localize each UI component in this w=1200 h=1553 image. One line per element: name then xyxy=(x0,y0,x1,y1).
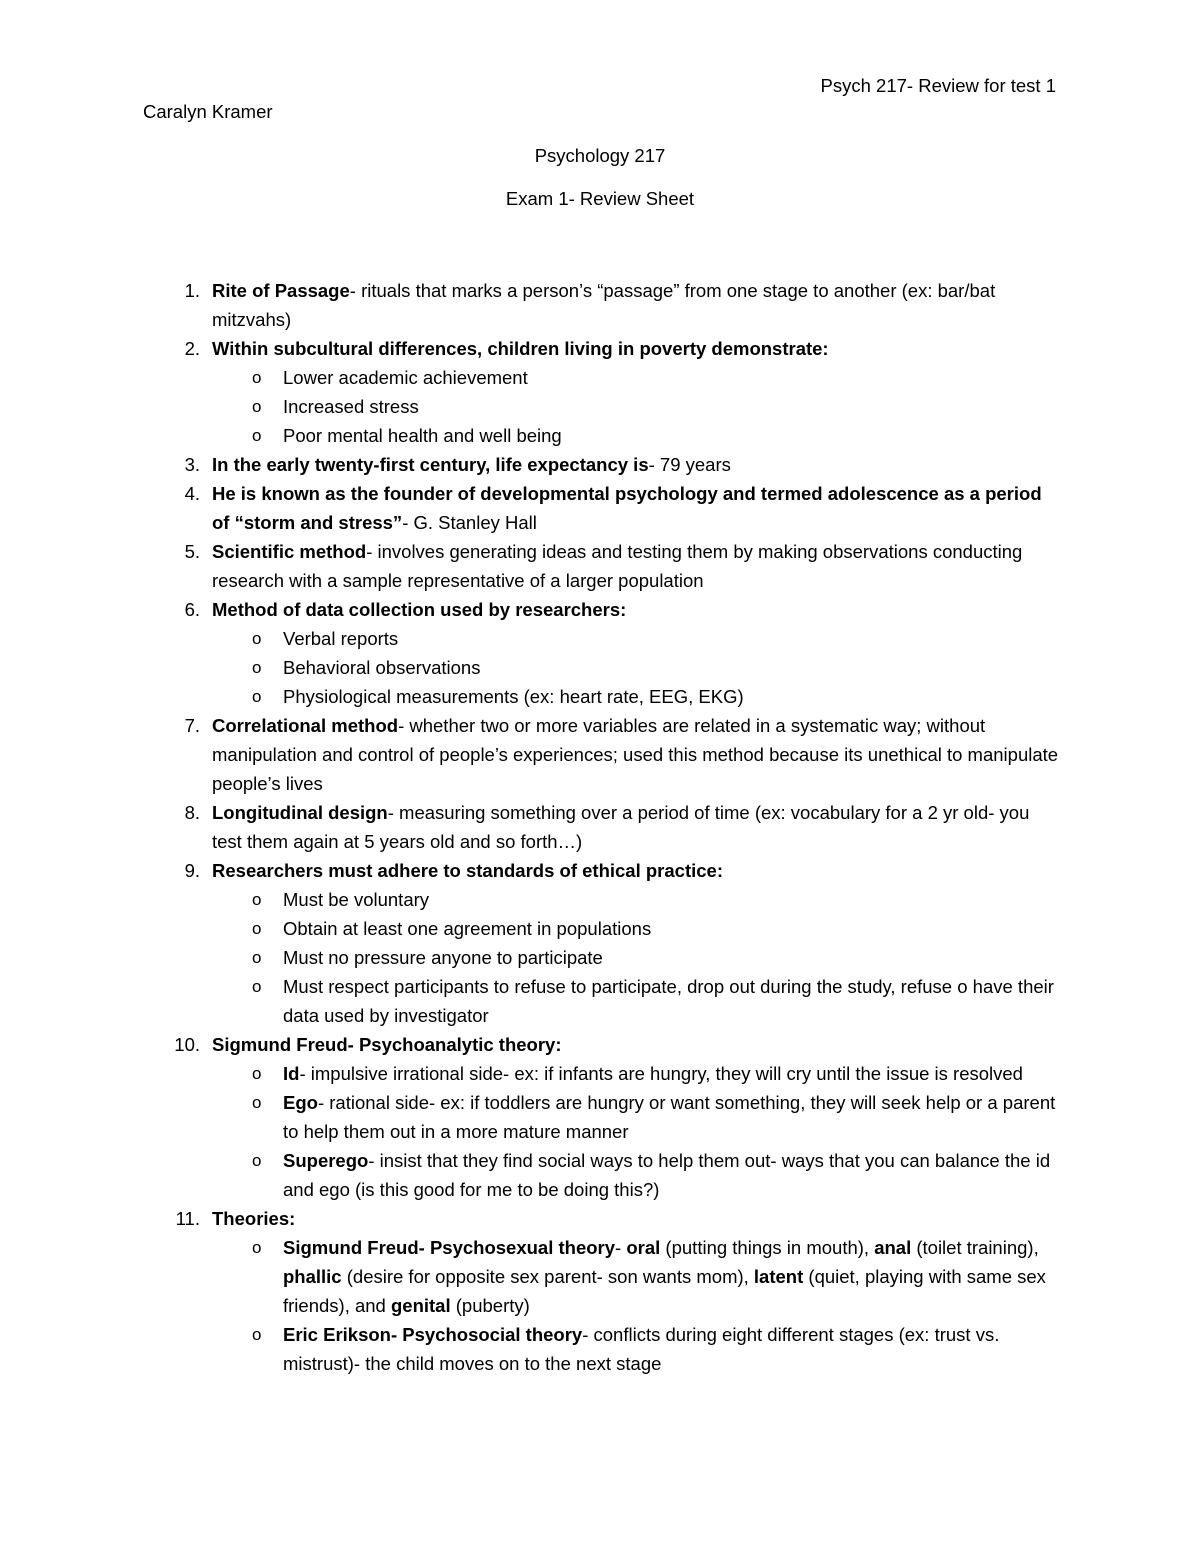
list-item xyxy=(160,450,1060,479)
term-label: anal xyxy=(874,1237,912,1258)
sub-item-text: Increased stress xyxy=(283,396,419,417)
sub-item-text: - rational side- ex: if toddlers are hungry or want something, they will seek help or a parent to help them out in a more mature manner xyxy=(283,1092,1056,1142)
sub-list xyxy=(212,363,1060,450)
sub-item-text: - insist that they find social ways to help them out- ways that you can balance the id and ego (is this good for me to be doing this?) xyxy=(283,1150,1051,1200)
running-header: Psych 217- Review for test 1 xyxy=(820,75,1056,96)
list-item xyxy=(160,856,1060,1030)
term-label: Rite of Passage xyxy=(212,280,350,301)
term-label: In the early twenty-first century, life expectancy is xyxy=(212,454,649,475)
list-item-text xyxy=(212,454,731,475)
sub-list-item xyxy=(212,682,1060,711)
list-item-text xyxy=(212,541,1022,591)
term-label: Correlational method xyxy=(212,715,399,736)
sub-list-item xyxy=(212,943,1060,972)
bullet-icon: o xyxy=(252,977,262,996)
term-definition: (toilet training), xyxy=(911,1237,1039,1258)
bullet-icon: o xyxy=(252,919,262,938)
sub-list-item xyxy=(212,421,1060,450)
term-definition: (putting things in mouth), xyxy=(660,1237,875,1258)
list-number: 8. xyxy=(184,802,200,823)
term-definition: (puberty) xyxy=(450,1295,530,1316)
term-label: genital xyxy=(390,1295,451,1316)
bullet-icon: o xyxy=(252,1064,262,1083)
author-name: Caralyn Kramer xyxy=(143,101,273,122)
bullet-icon: o xyxy=(252,948,262,967)
sub-list xyxy=(212,1233,1060,1378)
term-label: Superego xyxy=(283,1150,369,1171)
sub-item-text: Physiological measurements (ex: heart rate, EEG, EKG) xyxy=(283,686,744,707)
review-list-container xyxy=(160,276,1060,1378)
term-label: Id xyxy=(283,1063,300,1084)
sub-item-text: Must no pressure anyone to participate xyxy=(283,947,603,968)
list-item xyxy=(160,595,1060,711)
sub-list-item xyxy=(212,624,1060,653)
term-label: Within subcultural differences, children living in poverty demonstrate: xyxy=(212,338,829,359)
sub-list xyxy=(212,624,1060,711)
list-item-text xyxy=(212,599,626,620)
term-definition: - G. Stanley Hall xyxy=(402,512,537,533)
term-label: He is known as the founder of developmental psychology and termed adolescence as a period of “storm and stress” xyxy=(212,483,1042,533)
list-item-text xyxy=(212,1208,295,1229)
sub-item-text: Verbal reports xyxy=(283,628,399,649)
list-item xyxy=(160,711,1060,798)
sub-list-item xyxy=(212,653,1060,682)
sub-item-text: Behavioral observations xyxy=(283,657,481,678)
sub-item-text: Must be voluntary xyxy=(283,889,430,910)
sub-list-item xyxy=(212,1088,1060,1146)
list-item-text xyxy=(212,338,829,359)
sub-list-item xyxy=(212,1146,1060,1204)
term-definition: - conflicts during eight different stages (ex: trust vs. mistrust)- the child moves on to the next stage xyxy=(283,1324,1000,1374)
term-label: Scientific method xyxy=(212,541,367,562)
term-definition: - rituals that marks a person’s “passage” from one stage to another (ex: bar/bat mitzvahs) xyxy=(212,280,996,330)
list-item xyxy=(160,537,1060,595)
term-definition: - involves generating ideas and testing them by making observations conducting research with a sample representative of a larger population xyxy=(212,541,1023,591)
sub-list-item xyxy=(212,1059,1060,1088)
bullet-icon: o xyxy=(252,629,262,648)
review-list xyxy=(160,276,1060,1378)
term-label: phallic xyxy=(283,1266,342,1287)
list-number: 7. xyxy=(184,715,200,736)
bullet-icon: o xyxy=(252,1093,262,1112)
sub-list-item xyxy=(212,392,1060,421)
term-definition: - 79 years xyxy=(648,454,731,475)
list-number: 9. xyxy=(184,860,200,881)
list-item xyxy=(160,479,1060,537)
sub-list-item xyxy=(212,363,1060,392)
term-label: Theories: xyxy=(212,1208,296,1229)
term-label: Sigmund Freud- Psychosexual theory xyxy=(283,1237,616,1258)
term-definition: - measuring something over a period of time (ex: vocabulary for a 2 yr old- you test them again at 5 years old and so forth…) xyxy=(212,802,1030,852)
sub-list-item xyxy=(212,1320,1060,1378)
term-definition: - whether two or more variables are related in a systematic way; without manipulation and control of people’s experiences; used this method because its unethical to manipulate people’s lives xyxy=(212,715,1059,794)
list-number: 11. xyxy=(175,1208,200,1229)
sub-list-item xyxy=(212,1233,1060,1320)
bullet-icon: o xyxy=(252,890,262,909)
list-item-text xyxy=(212,860,723,881)
bullet-icon: o xyxy=(252,1151,262,1170)
term-definition: (desire for opposite sex parent- son wants mom), xyxy=(341,1266,754,1287)
term-definition: - xyxy=(615,1237,627,1258)
term-label: Longitudinal design xyxy=(212,802,388,823)
list-item-text xyxy=(212,280,995,330)
sub-list-item xyxy=(212,972,1060,1030)
sub-item-text: Lower academic achievement xyxy=(283,367,528,388)
document-subtitle: Exam 1- Review Sheet xyxy=(505,188,695,209)
document-title: Psychology 217 xyxy=(534,145,666,166)
term-label: oral xyxy=(626,1237,661,1258)
term-label: Sigmund Freud- Psychoanalytic theory: xyxy=(212,1034,562,1055)
term-label: Method of data collection used by researchers: xyxy=(212,599,627,620)
bullet-icon: o xyxy=(252,1238,262,1257)
list-number: 2. xyxy=(184,338,200,359)
bullet-icon: o xyxy=(252,687,262,706)
list-number: 3. xyxy=(184,454,200,475)
list-item xyxy=(160,798,1060,856)
sub-list-item xyxy=(212,885,1060,914)
bullet-icon: o xyxy=(252,1325,262,1344)
list-item-text xyxy=(212,802,1029,852)
sub-list-item xyxy=(212,914,1060,943)
list-number: 6. xyxy=(184,599,200,620)
term-label: Researchers must adhere to standards of ethical practice: xyxy=(212,860,723,881)
term-label: Eric Erikson- Psychosocial theory xyxy=(283,1324,583,1345)
sub-item-text: Obtain at least one agreement in populations xyxy=(283,918,652,939)
sub-item-text: Must respect participants to refuse to participate, drop out during the study, refuse o have their data used by investigator xyxy=(283,976,1054,1026)
list-item-text xyxy=(212,715,1058,794)
bullet-icon: o xyxy=(252,658,262,677)
list-number: 10. xyxy=(174,1034,200,1055)
list-item xyxy=(160,1030,1060,1204)
list-item-text xyxy=(212,483,1042,533)
sub-list xyxy=(212,885,1060,1030)
list-number: 1. xyxy=(184,280,200,301)
bullet-icon: o xyxy=(252,397,262,416)
sub-list xyxy=(212,1059,1060,1204)
list-number: 5. xyxy=(184,541,200,562)
term-label: latent xyxy=(753,1266,804,1287)
term-label: Ego xyxy=(283,1092,318,1113)
list-number: 4. xyxy=(184,483,200,504)
term-definition: (quiet, playing with same sex friends), and xyxy=(283,1266,1046,1316)
bullet-icon: o xyxy=(252,426,262,445)
list-item xyxy=(160,334,1060,450)
sub-item-text: Poor mental health and well being xyxy=(283,425,562,446)
list-item xyxy=(160,1204,1060,1378)
list-item xyxy=(160,276,1060,334)
sub-item-text: - impulsive irrational side- ex: if infants are hungry, they will cry until the issue is resolved xyxy=(299,1063,1023,1084)
bullet-icon: o xyxy=(252,368,262,387)
list-item-text xyxy=(212,1034,562,1055)
